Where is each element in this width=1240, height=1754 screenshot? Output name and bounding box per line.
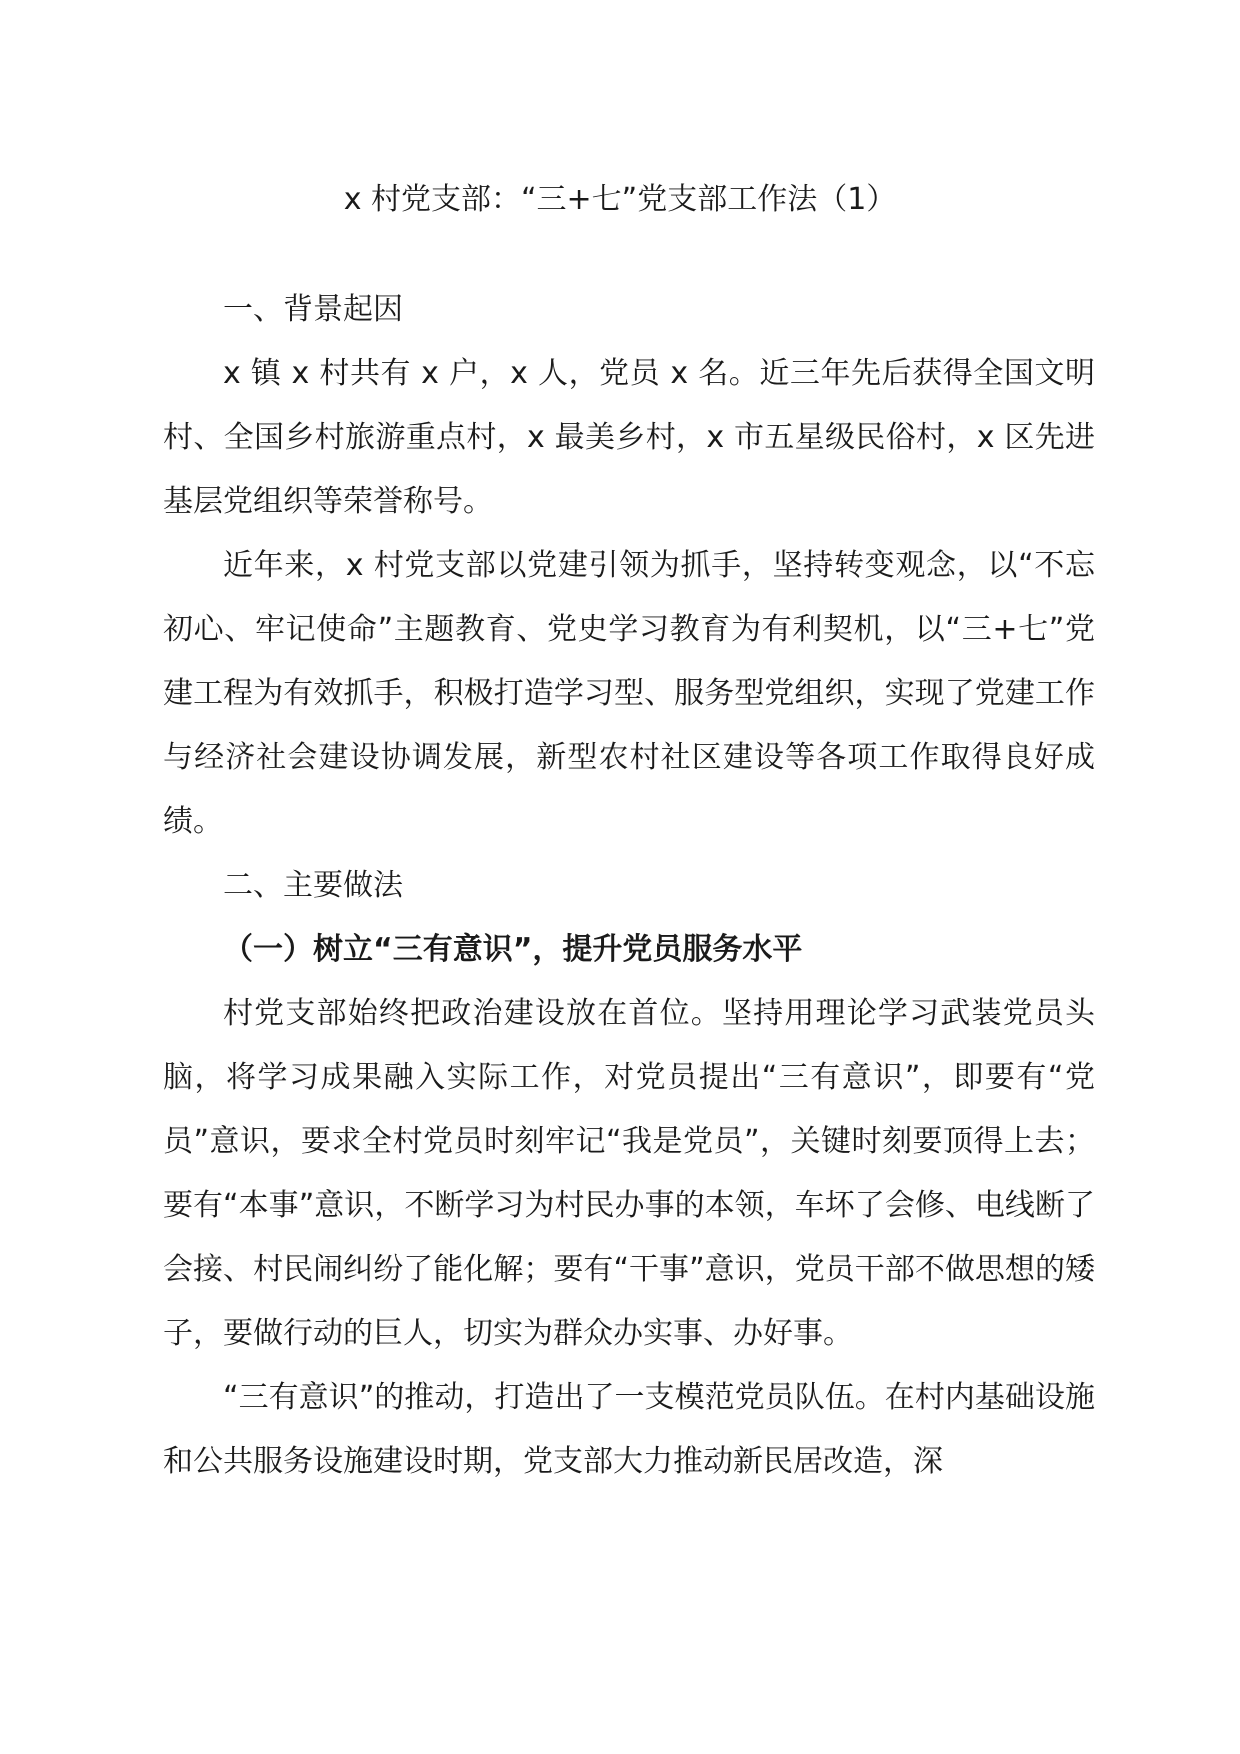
document-title: x 村党支部：“三+七”党支部工作法（1） [343,182,897,217]
section-heading-background: 一、背景起因 [223,292,403,327]
paragraph-recent-years: 近年来，x 村党支部以党建引领为抓手，坚持转变观念，以“不忘初心、牢记使命”主题教育、党史学习教育为有利契机，以“三+七”党建工程为有效抓手，积极打造学习型、服务型党组织，实现了党建工作与经济社会建设协调发展，新型农村社区建设等各项工作取得良好成绩。 [163,548,1095,839]
document-body [163,278,1095,1494]
section-heading-main-practices: 二、主要做法 [223,868,403,903]
paragraph-village-overview: x 镇 x 村共有 x 户，x 人，党员 x 名。近三年先后获得全国文明村、全国乡村旅游重点村，x 最美乡村，x 市五星级民俗村，x 区先进基层党组织等荣誉称号。 [163,356,1095,519]
subsection-heading-three-awareness: （一）树立“三有意识”，提升党员服务水平 [223,932,803,967]
paragraph-model-team: “三有意识”的推动，打造出了一支模范党员队伍。在村内基础设施和公共服务设施建设时期，党支部大力推动新民居改造，深 [163,1380,1095,1479]
paragraph-political-building: 村党支部始终把政治建设放在首位。坚持用理论学习武装党员头脑，将学习成果融入实际工作，对党员提出“三有意识”，即要有“党员”意识，要求全村党员时刻牢记“我是党员”，关键时刻要顶得上去；要有“本事”意识，不断学习为村民办事的本领，车坏了会修、电线断了会接、村民闹纠纷了能化解；要有“干事”意识，党员干部不做思想的矮子，要做行动的巨人，切实为群众办实事、办好事。 [163,996,1095,1351]
